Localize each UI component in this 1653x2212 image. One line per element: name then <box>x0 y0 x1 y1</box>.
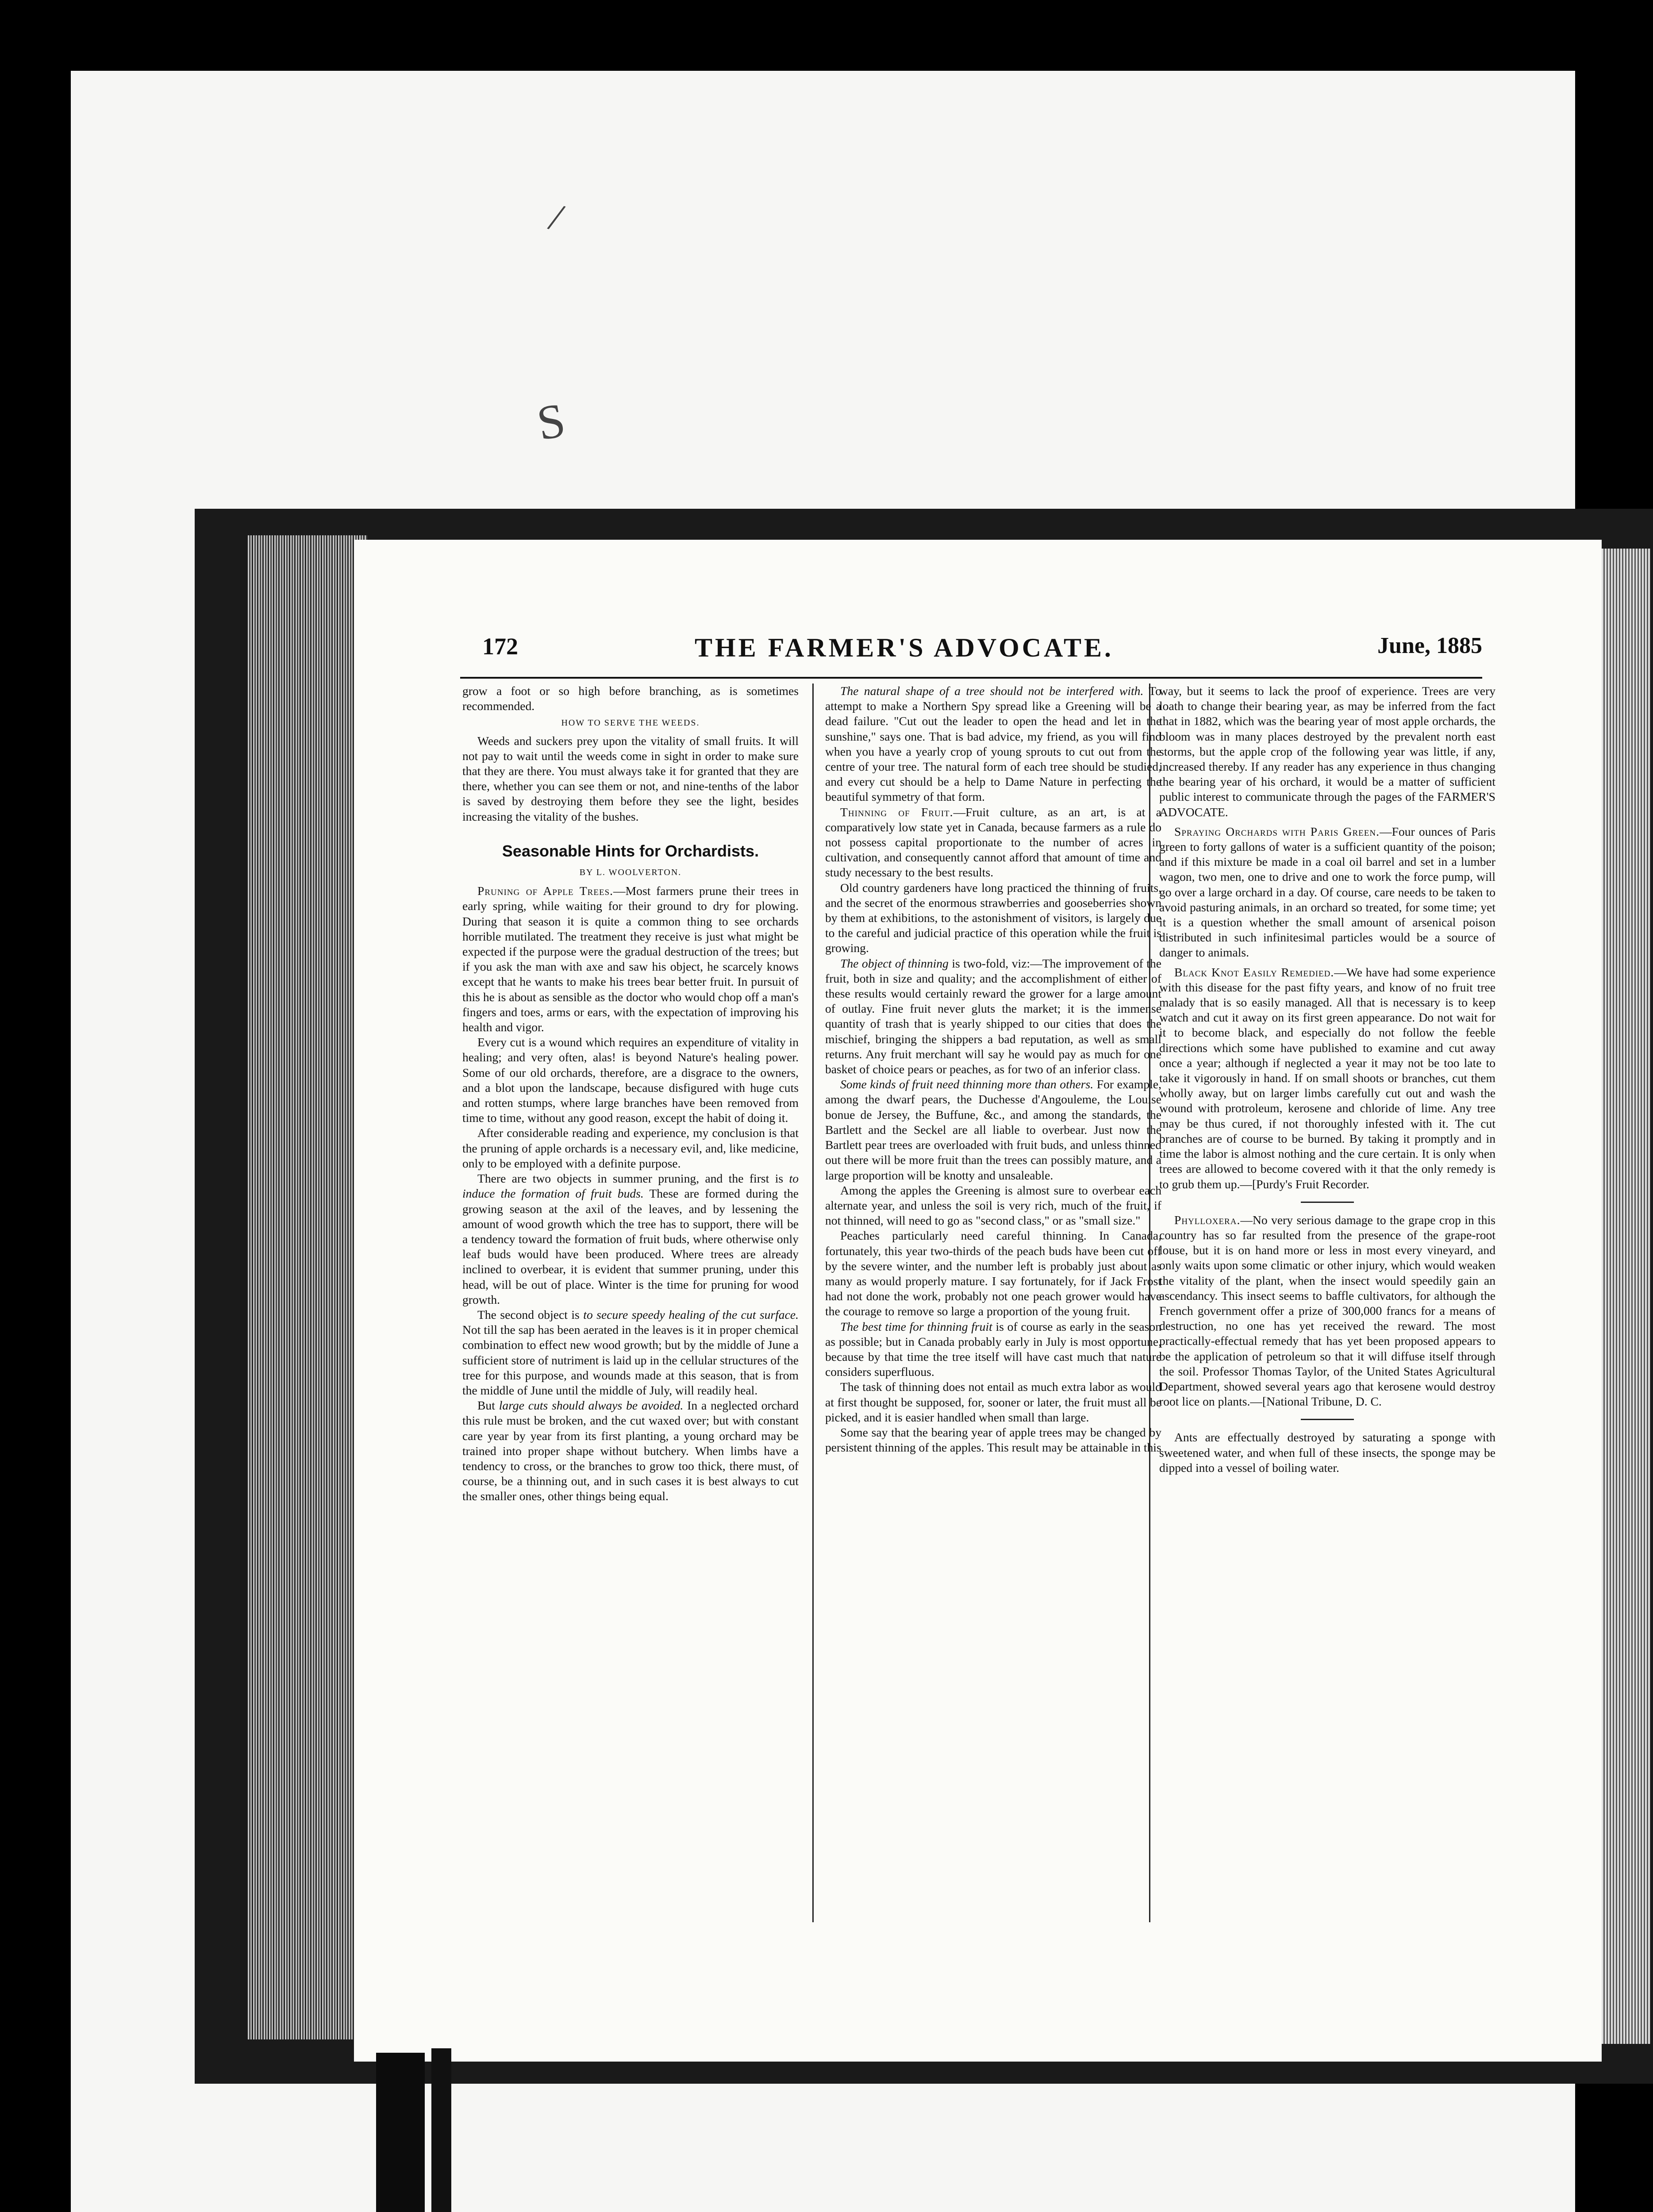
binding-strip-2 <box>431 2048 451 2212</box>
separator-rule <box>1301 1202 1354 1203</box>
paragraph: The task of thinning does not entail as much extra labor as would at first thought be supposed, for, sooner or later, the fruit must all be picked, and it is easier handled when small than large. <box>825 1380 1161 1424</box>
scan-tick-mark: / <box>544 195 569 240</box>
masthead-title: THE FARMER'S ADVOCATE. <box>695 633 1114 662</box>
paragraph: The best time for thinning fruit is of course as early in the season as possible; but in Canada probably early in July is most opportune, because by that time the tree itself will have cast much that nature considers superfluous. <box>825 1319 1161 1379</box>
paragraph: Phylloxera.—No very serious damage to the grape crop in this country has so far resulted from the presence of the grape-root louse, but it is on hand more or less in most every vineyard, and only waits upon some climatic or other injury, which would weaken the vitality of the plant, when the insect would speedily gain an ascendancy. This insect seems to baffle cultivators, for although the French government offer a prize of 300,000 francs for a means of destruction, no one has yet received the reward. The most practically-effectual remedy that has yet been proposed appears to be the application of petroleum so that it will diffuse itself through the soil. Professor Thomas Taylor, of the United States Agricultural Department, showed several years ago that kerosene would destroy root lice on plants.—[National Tribune, D. C. <box>1159 1213 1495 1409</box>
paragraph: Spraying Orchards with Paris Green.—Four ounces of Paris green to forty gallons of water is a sufficient quantity of the poison; and if this mixture be made in a coal oil barrel and set in a lumber wagon, two men, one to drive and one to work the force pump, will go over a large orchard in a day. Of course, care needs to be taken to avoid pasturing animals, in an orchard so treated, for some time; yet it is a question whether the small amount of arsenical poison distributed in such infinitesimal particles would be a source of danger to animals. <box>1159 824 1496 960</box>
paragraph: Some kinds of fruit need thinning more than others. For example, among the dwarf pears, the Duchesse d'Angouleme, the Louise bonue de Jersey, the Buffune, &c., and among the standards, the Bartlett and the Seckel are all liable to overbear. Just now the Bartlett pear trees are overloaded with fruit buds, and unless thinned out there will be more fruit than the trees can possibly mature, and a large proportion will be knotty and unsaleable. <box>825 1077 1161 1182</box>
binding-strip <box>376 2053 425 2212</box>
run-in-head: Spraying Orchards with Paris Green. <box>1174 824 1380 838</box>
column-1 <box>462 684 799 1504</box>
scan-curl-mark: S <box>533 392 569 451</box>
subheading: HOW TO SERVE THE WEEDS. <box>561 718 700 728</box>
header-rule <box>460 677 1482 679</box>
issue-date: June, 1885 <box>1377 633 1482 658</box>
paragraph: After considerable reading and experience, my conclusion is that the pruning of apple orchards is a necessary evil, and, like medicine, only to be employed with a definite purpose. <box>462 1126 799 1170</box>
paragraph: Among the apples the Greening is almost sure to overbear each alternate year, and unless the soil is very rich, much of the fruit, if not thinned, will need to go as "second class," or as "small size." <box>825 1183 1161 1228</box>
paragraph: Ants are effectually destroyed by saturating a sponge with sweetened water, and when full of these insects, the sponge may be dipped into a vessel of boiling water. <box>1159 1430 1495 1475</box>
paragraph: The second object is to secure speedy healing of the cut surface. Not till the sap has been aerated in the leaves is it in proper chemical combination to effect new wood growth; but by the middle of June a sufficient store of nutriment is laid up in the cellular structures of the tree for this purpose, and wounds made at this season, that is from the middle of June until the middle of July, will readily heal. <box>462 1307 799 1397</box>
run-in-head: Pruning of Apple Trees. <box>477 884 614 898</box>
column-3 <box>1159 684 1495 1475</box>
separator-rule <box>1301 1419 1354 1420</box>
column-rule-1 <box>812 684 814 1922</box>
paragraph: There are two objects in summer pruning, and the first is to induce the formation of fruit buds. These are formed during the growing season at the axil of the leaves, and by lessening the amount of wood growth which the tree has to support, there will be a tendency toward the formation of fruit buds, where otherwise only leaf buds would have been produced. Where trees are already inclined to overbear, it is evident that summer pruning, under this head, will be out of place. Winter is the time for pruning for wood growth. <box>462 1171 799 1306</box>
paragraph: way, but it seems to lack the proof of experience. Trees are very loath to change their bearing year, as may be inferred from the fact that in 1882, which was the bearing year of most apple orchards, the bloom was in many places destroyed by the prevalent north east storms, but the apple crop of the following year was little, if any, increased thereby. If any reader has any experience in thus changing the bearing year of his orchard, it would be a matter of sufficient public interest to communicate through the pages of the FARMER'S ADVOCATE. <box>1159 684 1495 819</box>
paragraph: grow a foot or so high before branching, as is sometimes recommended. <box>462 684 799 713</box>
paragraph: Old country gardeners have long practiced the thinning of fruits, and the secret of the enormous strawberries and gooseberries shown by them at exhibitions, to the astonishment of visitors, is largely due to the careful and judicial practice of this operation while the fruit is growing. <box>825 880 1161 955</box>
byline: BY L. WOOLVERTON. <box>579 868 682 878</box>
paragraph: Every cut is a wound which requires an expenditure of vitality in healing; and very often, alas! is beyond Nature's healing power. Some of our old orchards, therefore, are a disgrace to the owners, and a blot upon the landscape, because disfigured with huge cuts and rotten stumps, where large branches have been removed from time to time, without any good reason, except the habit of doing it. <box>462 1035 799 1125</box>
run-in-head: Thinning of Fruit. <box>840 805 953 819</box>
paragraph: The object of thinning is two-fold, viz:—The improvement of the fruit, both in size and quality; and the accomplishment of either of these results would certainly reward the grower for a large amount of outlay. Fine fruit never gluts the market; it is the immense quantity of trash that is yearly shipped to our cities that does the mischief, bringing the shippers a bad reputation, as well as small returns. Any fruit merchant will say he would pay as much for one basket of choice pears or peaches, as for two of an inferior class. <box>825 956 1161 1076</box>
column-2 <box>825 684 1161 1455</box>
paragraph: Black Knot Easily Remedied.—We have had some experience with this disease for the past fifty years, and know of no fruit tree malady that is so easily managed. All that is necessary is to keep watch and cut it away on its first green appearance. Do not wait for it to become black, and especially do not follow the feeble directions which some have published to examine and cut away once a year; although if neglected a year it may not be too late to take it vigorously in hand. If on small shoots or branches, cut them wholly away, but on larger limbs carefully cut out and wash the wound with protroleum, kerosene and chloride of lime. Any tree may be thus cured, if not thoroughly infested with it. The cut branches are of course to be burned. By taking it promptly and in time the labor is almost nothing and the cure certain. It is only when trees are allowed to become covered with it that the only remedy is to grub them up.—[Purdy's Fruit Recorder. <box>1159 965 1495 1191</box>
page-edges <box>248 535 367 2039</box>
right-page-edges <box>1602 549 1650 2044</box>
run-in-head: Black Knot Easily Remedied. <box>1174 965 1334 979</box>
paragraph: Thinning of Fruit.—Fruit culture, as an art, is at a comparatively low state yet in Canada, because farmers as a rule do not possess capital proportionate to the number of acres in cultivation, and consequently cannot afford that amount of time and study necessary to the best results. <box>825 805 1162 879</box>
paragraph: Peaches particularly need careful thinning. In Canada, fortunately, this year two-thirds of the peach buds have been cut off by the severe winter, and the number left is probably just about as many as would properly mature. I say fortunately, for if Jack Frost had not done the work, probably not one peach grower would have the courage to remove so large a proportion of the young fruit. <box>825 1229 1161 1318</box>
page-header <box>482 633 1482 668</box>
paragraph: But large cuts should always be avoided. In a neglected orchard this rule must be broken, and the cut waxed over; but with constant care year by year from its first planting, a young orchard may be trained into proper shape without butchery. When limbs have a tendency to cross, or the branches to grow too thick, there must, of course, be a thinning out, and in such cases it is best always to cut the smaller ones, other things being equal. <box>462 1398 799 1503</box>
paragraph: Pruning of Apple Trees.—Most farmers prune their trees in early spring, while waiting for their ground to dry for plowing. During that season it is quite a common thing to see orchards horrible mutilated. The treatment they receive is just what might be expected if the purpose were the gradual destruction of the trees; but if you ask the man with axe and saw his object, he scarcely knows except that he wants to make his trees bear better fruit. In pursuit of this he is about as sensible as the doctor who would chop off a man's fingers and toes, arms or ears, with the expectation of improving his health and vigor. <box>462 884 799 1034</box>
paragraph: The natural shape of a tree should not be interfered with. To attempt to make a Northern Spy spread like a Greening will be a dead failure. "Cut out the leader to open the head and let in the sunshine," says one. That is bad advice, my friend, as you will find when you have a yearly crop of young sprouts to cut out from the centre of your tree. The natural form of each tree should be studied, and every cut should be a help to Dame Nature in perfecting the beautiful symmetry of that form. <box>825 684 1162 804</box>
page-number: 172 <box>482 633 518 660</box>
paragraph: Weeds and suckers prey upon the vitality of small fruits. It will not pay to wait until the weeds come in sight in order to make sure that they are there. You must always take it for granted that they are there, whether you can see them or not, and nine-tenths of the labor is saved by destroying them before they see the light, besides increasing the vitality of the bushes. <box>462 733 799 823</box>
run-in-head: Phylloxera. <box>1174 1213 1241 1227</box>
article-title: Seasonable Hints for Orchardists. <box>502 841 759 860</box>
paragraph: Some say that the bearing year of apple trees may be changed by persistent thinning of the apples. This result may be attainable in this <box>825 1425 1161 1455</box>
